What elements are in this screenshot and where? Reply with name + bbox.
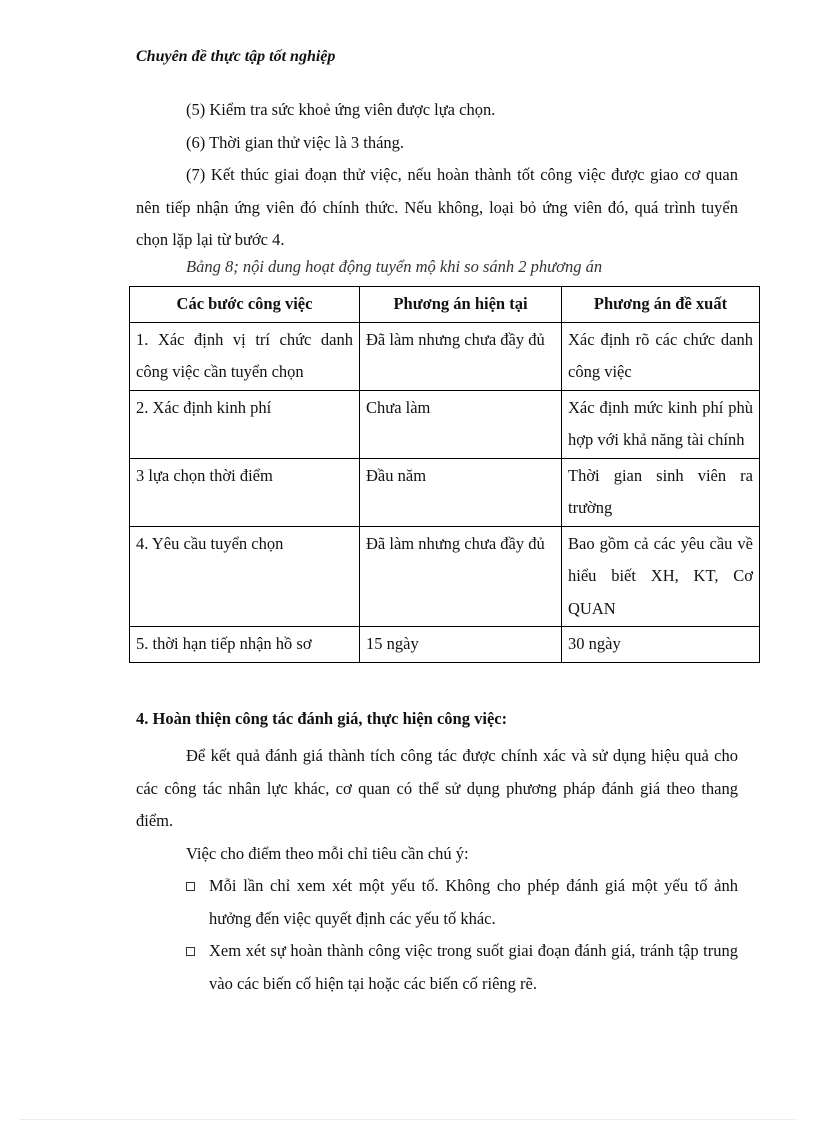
table-cell: 30 ngày	[562, 627, 760, 663]
table-row	[130, 322, 760, 390]
step-7: (7) Kết thúc giai đoạn thử việc, nếu hoàn thành tốt công việc được giao cơ quan nên tiếp nhận ứng viên đó chính thức. Nếu không, loại bỏ ứng viên đó, quá trình tuyển chọn lặp lại từ bước 4.	[136, 165, 738, 249]
table-cell: 3 lựa chọn thời điểm	[130, 458, 360, 526]
section-paragraph: Để kết quả đánh giá thành tích công tác được chính xác và sử dụng hiệu quả cho các công tác nhân lực khác, cơ quan có thể sử dụng phương pháp đánh giá theo thang điểm.	[136, 746, 738, 830]
table-cell: 4. Yêu cầu tuyển chọn	[130, 526, 360, 627]
table-row	[130, 627, 760, 663]
square-bullet-icon	[186, 947, 195, 956]
section-heading: 4. Hoàn thiện công tác đánh giá, thực hiện công việc:	[136, 709, 508, 728]
step-5: (5) Kiểm tra sức khoẻ ứng viên được lựa chọn.	[186, 100, 496, 119]
table-cell: Xác định mức kinh phí phù hợp với khả năng tài chính	[562, 390, 760, 458]
step-6: (6) Thời gian thử việc là 3 tháng.	[186, 132, 405, 152]
table-cell: Đầu năm	[360, 458, 562, 526]
table-cell: 2. Xác định kinh phí	[130, 390, 360, 458]
list-item-text: Xem xét sự hoàn thành công việc trong suốt giai đoạn đánh giá, tránh tập trung vào các biến cố hiện tại hoặc các biến cố riêng rẽ.	[209, 941, 738, 993]
column-header: Các bước công việc	[130, 287, 360, 323]
bullet-list	[186, 870, 738, 1000]
column-header: Phương án đề xuất	[562, 287, 760, 323]
table-cell: 1. Xác định vị trí chức danh công việc cần tuyển chọn	[130, 322, 360, 390]
table-cell: Đã làm nhưng chưa đầy đủ	[360, 526, 562, 627]
page-header: Chuyên đề thực tập tốt nghiệp	[136, 48, 336, 65]
page-bottom-divider	[20, 1119, 796, 1120]
recruitment-steps	[136, 94, 738, 257]
table-cell: Xác định rõ các chức danh công việc	[562, 322, 760, 390]
list-item-text: Mỗi lần chỉ xem xét một yếu tố. Không cho phép đánh giá một yếu tố ảnh hưởng đến việc quyết định các yếu tố khác.	[209, 876, 738, 928]
section-paragraph: Việc cho điểm theo mỗi chỉ tiêu cần chú ý:	[186, 843, 469, 863]
table-cell: Chưa làm	[360, 390, 562, 458]
list-item	[186, 935, 738, 1000]
section-body	[136, 740, 738, 870]
table-row	[130, 526, 760, 627]
table-header-row	[130, 287, 760, 323]
table-cell: Thời gian sinh viên ra trường	[562, 458, 760, 526]
table-row	[130, 390, 760, 458]
table-caption: Bảng 8; nội dung hoạt động tuyển mộ khi so sánh 2 phương án	[186, 257, 603, 276]
list-item	[186, 870, 738, 935]
table-row	[130, 458, 760, 526]
table-cell: Đã làm nhưng chưa đầy đủ	[360, 322, 562, 390]
square-bullet-icon	[186, 882, 195, 891]
comparison-table	[129, 286, 760, 663]
table-cell: 5. thời hạn tiếp nhận hồ sơ	[130, 627, 360, 663]
column-header: Phương án hiện tại	[360, 287, 562, 323]
table-cell: Bao gồm cả các yêu cầu về hiểu biết XH, KT, Cơ QUAN	[562, 526, 760, 627]
table-cell: 15 ngày	[360, 627, 562, 663]
